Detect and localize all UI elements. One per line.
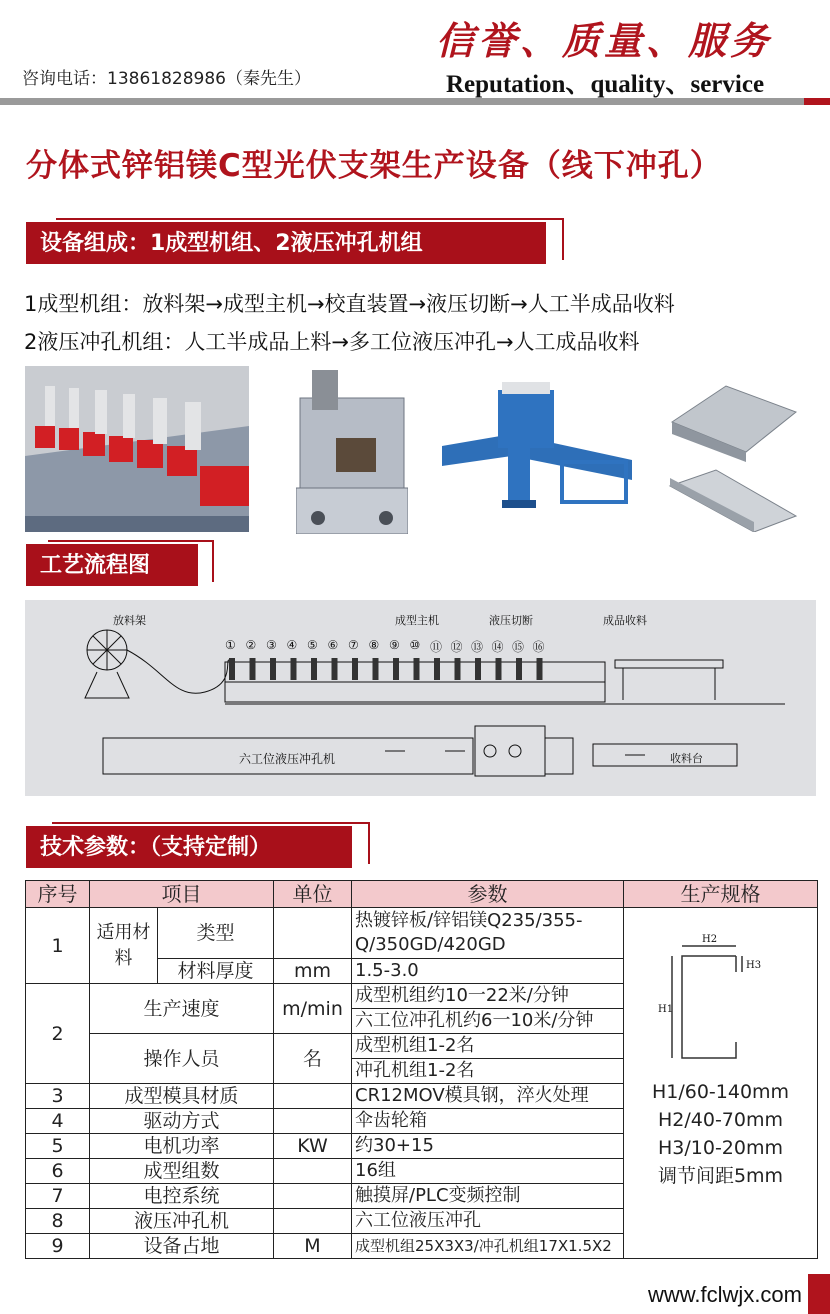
station-number: ⑬	[471, 640, 484, 654]
row-item: 材料厚度	[158, 959, 274, 984]
footer-accent	[808, 1274, 830, 1314]
row-value: 成型机组约10一22米/分钟	[352, 984, 624, 1009]
section-banner-params	[26, 822, 371, 868]
station-dividers	[229, 658, 543, 680]
row-unit: 名	[274, 1034, 352, 1084]
row-value: 六工位液压冲孔	[352, 1209, 624, 1234]
row-group: 适用材料	[90, 908, 158, 984]
row-value: 成型机组1-2名	[352, 1034, 624, 1059]
station-number: ⑧	[368, 638, 380, 652]
params-table	[25, 880, 818, 1259]
station-stand	[270, 658, 276, 680]
row-no: 2	[26, 984, 90, 1084]
row-item: 生产速度	[90, 984, 274, 1034]
process-flow-diagram	[25, 600, 816, 796]
station-number: ③	[266, 638, 277, 652]
spec-h3: H3/10-20mm	[657, 1137, 783, 1159]
row-unit	[274, 1159, 352, 1184]
station-stand	[455, 658, 461, 680]
header-divider-accent	[804, 98, 830, 105]
label-decoiler: 放料架	[113, 614, 146, 627]
row-no: 1	[26, 908, 90, 984]
spec-cell	[624, 908, 818, 1259]
section-heading-params: 技术参数：（支持定制）	[40, 835, 272, 860]
station-number: ⑯	[532, 640, 545, 654]
row-no: 9	[26, 1234, 90, 1259]
row-unit	[274, 1209, 352, 1234]
station-number: ⑫	[450, 640, 463, 654]
section-heading-equipment: 设备组成：1成型机组、2液压冲孔机组	[40, 231, 423, 256]
label-collecting-table: 收料台	[670, 752, 703, 765]
station-stand	[537, 658, 543, 680]
station-stand	[229, 658, 235, 680]
station-number: ⑨	[389, 638, 400, 652]
dim-h3: H3	[746, 960, 762, 971]
row-unit: KW	[274, 1134, 352, 1159]
row-item: 电机功率	[90, 1134, 274, 1159]
equipment-flow-line-1: 1成型机组：放料架→成型主机→校直装置→液压切断→人工半成品收料	[24, 292, 675, 316]
row-unit	[274, 1109, 352, 1134]
row-no: 8	[26, 1209, 90, 1234]
station-stand	[311, 658, 317, 680]
slogan-english: Reputation、quality、service	[446, 71, 765, 98]
station-number: ⑭	[491, 640, 504, 654]
label-product-collecting: 成品收料	[603, 614, 647, 627]
label-hydraulic-cutting: 液压切断	[489, 614, 533, 627]
row-item: 驱动方式	[90, 1109, 274, 1134]
row-item: 类型	[158, 908, 274, 959]
station-number: ⑩	[409, 638, 421, 652]
section-banner-process	[26, 540, 216, 586]
c-profile-drawing	[624, 908, 818, 1072]
row-no: 7	[26, 1184, 90, 1209]
roll-forming-machine-photo	[25, 366, 249, 532]
station-number: ⑥	[327, 638, 339, 652]
process-flow-drawing	[25, 600, 816, 796]
row-no: 3	[26, 1084, 90, 1109]
row-no: 5	[26, 1134, 90, 1159]
header-unit: 单位	[274, 881, 352, 908]
header-divider	[0, 98, 804, 105]
row-item: 操作人员	[90, 1034, 274, 1084]
row-unit	[274, 908, 352, 959]
header-spec: 生产规格	[624, 881, 818, 908]
row-item: 成型模具材质	[90, 1084, 274, 1109]
row-value: 冲孔机组1-2名	[352, 1059, 624, 1084]
label-main-machine: 成型主机	[395, 614, 439, 627]
header-no: 序号	[26, 881, 90, 908]
header-value: 参数	[352, 881, 624, 908]
station-number: ⑪	[430, 640, 443, 654]
row-value: CR12MOV模具钢，淬火处理	[352, 1084, 624, 1109]
section-heading-process: 工艺流程图	[40, 553, 151, 578]
station-number: ④	[286, 638, 298, 652]
c-profile-product-photo	[666, 382, 800, 532]
row-value: 约30+15	[352, 1134, 624, 1159]
slogan-chinese: 信誉、质量、服务	[436, 18, 773, 63]
row-value: 热镀锌板/锌铝镁Q235/355-Q/350GD/420GD	[352, 908, 624, 959]
spec-adjust: 调节间距5mm	[657, 1165, 784, 1187]
row-unit	[274, 1184, 352, 1209]
row-item: 设备占地	[90, 1234, 274, 1259]
row-item: 液压冲孔机	[90, 1209, 274, 1234]
row-no: 6	[26, 1159, 90, 1184]
station-stand	[475, 658, 481, 680]
page-title: 分体式锌铝镁C型光伏支架生产设备（线下冲孔）	[26, 148, 722, 184]
station-number: ①	[225, 638, 236, 652]
dim-h1: H1	[658, 1004, 674, 1015]
row-value: 1.5-3.0	[352, 959, 624, 984]
contact-phone: 咨询电话：13861828986（秦先生）	[22, 69, 311, 89]
station-stand	[291, 658, 297, 680]
station-stand	[496, 658, 502, 680]
row-value: 成型机组25X3X3/冲孔机组17X1.5X2	[352, 1234, 624, 1259]
station-number: ⑤	[307, 638, 318, 652]
station-number: ②	[245, 638, 257, 652]
row-unit: m/min	[274, 984, 352, 1034]
row-value: 伞齿轮箱	[352, 1109, 624, 1134]
spec-h1: H1/60-140mm	[651, 1081, 790, 1103]
row-item: 电控系统	[90, 1184, 274, 1209]
row-no: 4	[26, 1109, 90, 1134]
spec-h2: H2/40-70mm	[657, 1109, 783, 1131]
row-value: 16组	[352, 1159, 624, 1184]
label-punching-machine: 六工位液压冲孔机	[239, 752, 336, 766]
station-stand	[434, 658, 440, 680]
row-value: 六工位冲孔机约6一10米/分钟	[352, 1009, 624, 1034]
row-unit	[274, 1084, 352, 1109]
row-item: 成型组数	[90, 1159, 274, 1184]
station-number: ⑮	[512, 640, 525, 654]
header-item: 项目	[90, 881, 274, 908]
station-stand	[414, 658, 420, 680]
station-number: ⑦	[348, 638, 359, 652]
dim-h2: H2	[702, 934, 718, 945]
row-unit: mm	[274, 959, 352, 984]
table-row	[26, 908, 818, 959]
station-stand	[250, 658, 256, 680]
table-header-row	[26, 881, 818, 908]
row-unit: M	[274, 1234, 352, 1259]
hydraulic-cutter-photo	[296, 368, 408, 534]
row-value: 触摸屏/PLC变频控制	[352, 1184, 624, 1209]
footer-url[interactable]: www.fclwjx.com	[647, 1282, 802, 1307]
station-stand	[516, 658, 522, 680]
station-stand	[373, 658, 379, 680]
station-stand	[393, 658, 399, 680]
section-banner-equipment	[26, 218, 566, 264]
station-stand	[332, 658, 338, 680]
hydraulic-punching-machine-photo	[442, 376, 634, 520]
equipment-flow-line-2: 2液压冲孔机组：人工半成品上料→多工位液压冲孔→人工成品收料	[24, 330, 640, 354]
station-stand	[352, 658, 358, 680]
